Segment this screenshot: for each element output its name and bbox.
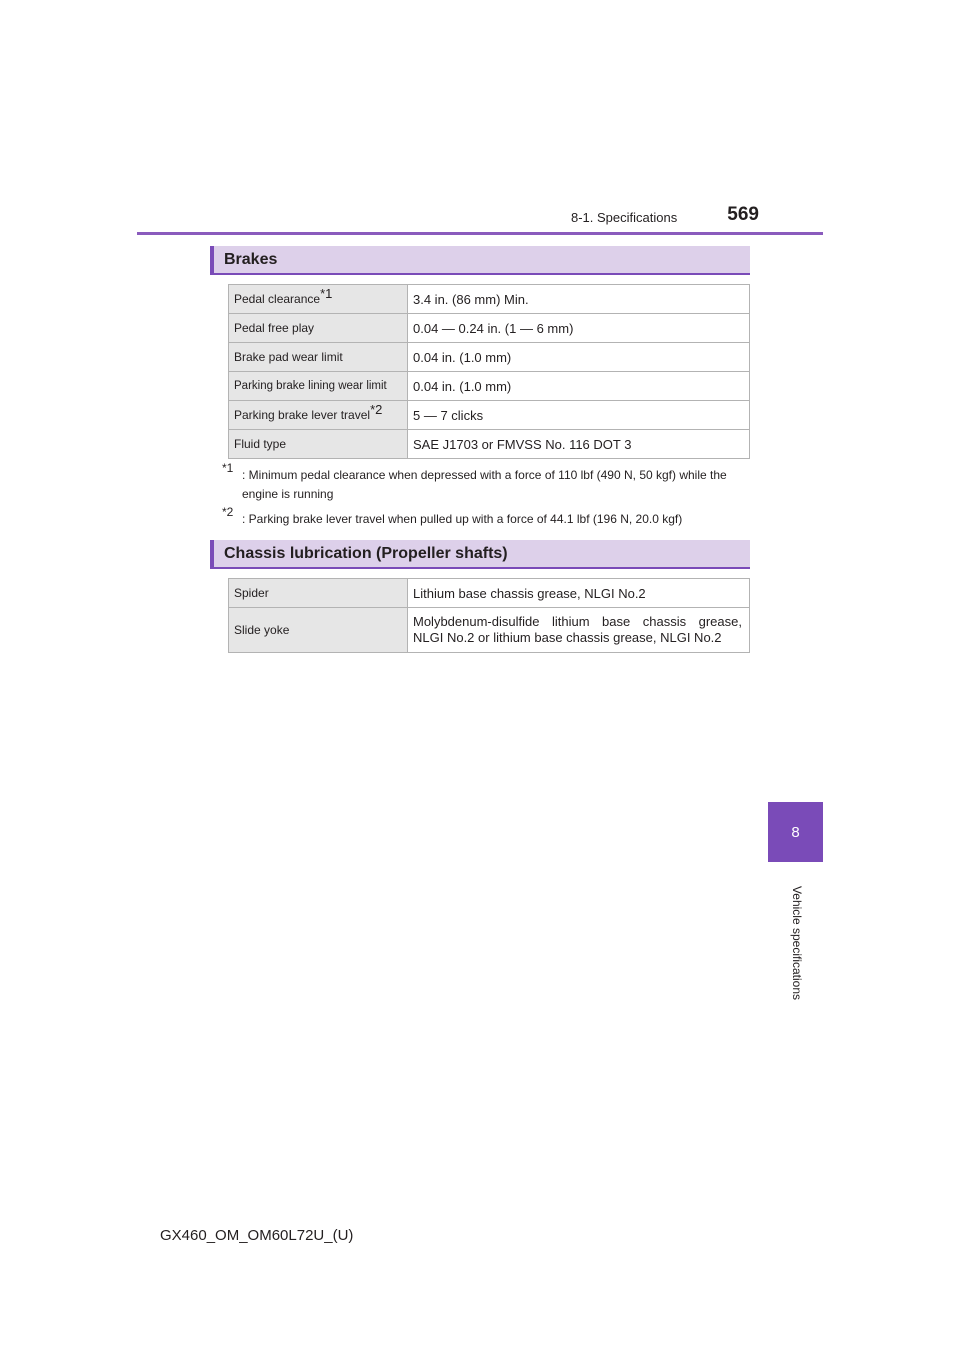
row-label: Spider [229, 579, 408, 608]
table-row [229, 430, 750, 459]
row-value: 5 — 7 clicks [408, 401, 750, 430]
footnote-ref: *2 [370, 402, 383, 417]
header-rule [137, 232, 823, 235]
row-value: 0.04 in. (1.0 mm) [408, 372, 750, 401]
chassis-heading [210, 540, 750, 569]
table-row [229, 343, 750, 372]
row-label: Parking brake lining wear limit [229, 372, 408, 401]
row-label: Pedal free play [229, 314, 408, 343]
brakes-heading [210, 246, 750, 275]
chapter-number: 8 [791, 823, 800, 841]
row-value: SAE J1703 or FMVSS No. 116 DOT 3 [408, 430, 750, 459]
page-number: 569 [727, 204, 759, 225]
row-label: Brake pad wear limit [229, 343, 408, 372]
row-label: Parking brake lever travel*2 [229, 401, 408, 430]
table-row [229, 314, 750, 343]
row-label: Slide yoke [229, 608, 408, 653]
value-line: Molybdenum-disulfide lithium base chassis grease, [413, 614, 742, 629]
footnote-1: *1 : Minimum pedal clearance when depressed with a force of 110 lbf (490 N, 50 kgf) while the engine is running [222, 466, 752, 504]
table-row [229, 608, 750, 653]
row-label: Fluid type [229, 430, 408, 459]
row-value: 0.04 — 0.24 in. (1 — 6 mm) [408, 314, 750, 343]
value-line: NLGI No.2 or lithium base chassis grease, NLGI No.2 [413, 630, 722, 645]
chapter-title-vertical: Vehicle specifications [790, 885, 804, 1001]
chassis-title: Chassis lubrication (Propeller shafts) [224, 545, 508, 562]
footnote-2: *2 : Parking brake lever travel when pulled up with a force of 44.1 lbf (196 N, 20.0 kgf) [222, 510, 752, 529]
table-row [229, 401, 750, 430]
running-header [571, 204, 761, 232]
row-value [408, 608, 750, 653]
chassis-table [228, 578, 750, 653]
row-value: 3.4 in. (86 mm) Min. [408, 285, 750, 314]
table-row [229, 372, 750, 401]
footnote-text: : Minimum pedal clearance when depressed with a force of 110 lbf (490 N, 50 kgf) while the engine is running [242, 468, 727, 501]
row-value: 0.04 in. (1.0 mm) [408, 343, 750, 372]
section-label: 8-1. Specifications [571, 210, 678, 225]
row-value: Lithium base chassis grease, NLGI No.2 [408, 579, 750, 608]
model-code: GX460_OM_OM60L72U_(U) [160, 1227, 354, 1244]
chapter-tab[interactable] [768, 802, 823, 862]
brakes-table [228, 284, 750, 459]
table-row [229, 285, 750, 314]
brakes-title: Brakes [224, 251, 278, 268]
row-label: Pedal clearance*1 [229, 285, 408, 314]
table-row [229, 579, 750, 608]
footnote-ref: *1 [320, 286, 333, 301]
footnote-text: : Parking brake lever travel when pulled up with a force of 44.1 lbf (196 N, 20.0 kgf) [242, 512, 683, 526]
